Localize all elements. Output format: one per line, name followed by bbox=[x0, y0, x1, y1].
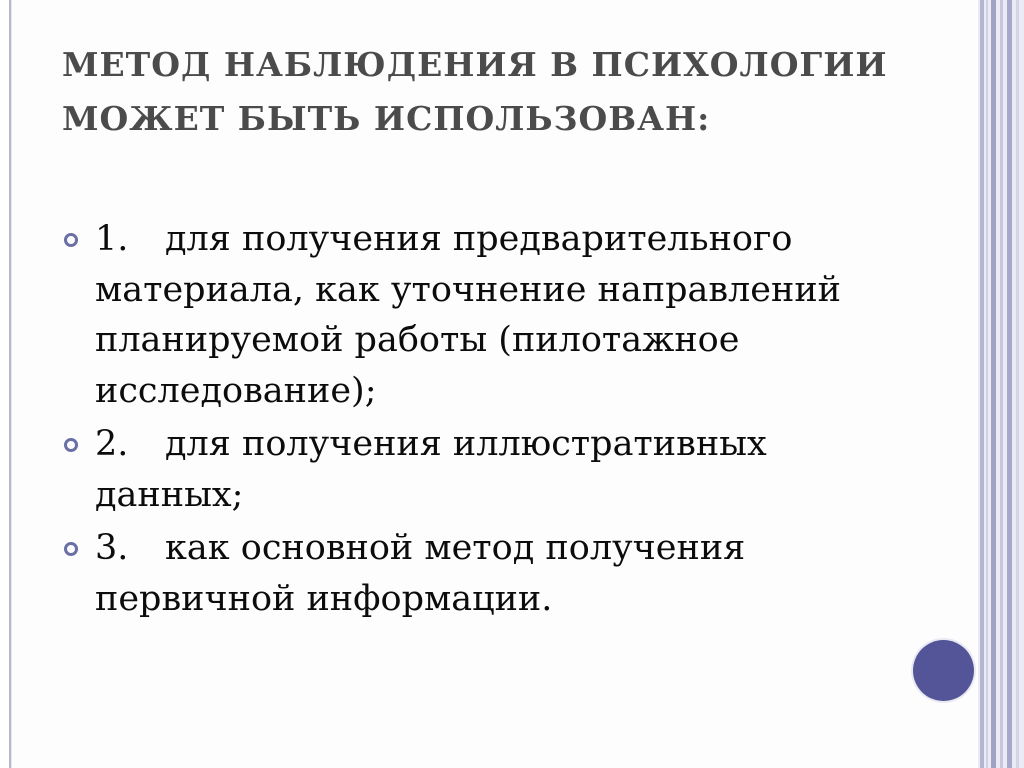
item-text: для получения иллюстративных данных; bbox=[95, 424, 767, 515]
list-item bbox=[62, 523, 902, 624]
content-list bbox=[62, 214, 902, 624]
title-line-2: МОЖЕТ БЫТЬ ИСПОЛЬЗОВАН: bbox=[62, 99, 711, 138]
list-item bbox=[62, 214, 902, 416]
circle-dot-icon bbox=[913, 640, 974, 701]
stripe bbox=[1016, 0, 1019, 768]
title-line-1: МЕТОД НАБЛЮДЕНИЯ В ПСИХОЛОГИИ bbox=[62, 45, 888, 84]
item-number: 3. bbox=[95, 528, 129, 568]
item-text: для получения предварительного материала, как уточнение направлений планируемой работы (пилотажное исследование); bbox=[95, 219, 841, 411]
stripe bbox=[1000, 0, 1003, 768]
stripe bbox=[980, 0, 984, 768]
slide-title bbox=[62, 38, 942, 146]
ring-bullet-icon bbox=[64, 233, 78, 247]
list-item bbox=[62, 419, 902, 520]
stripe bbox=[1007, 0, 1012, 768]
ring-bullet-icon bbox=[64, 542, 78, 556]
item-number: 2. bbox=[95, 424, 129, 464]
item-text: как основной метод получения первичной информации. bbox=[95, 528, 746, 619]
item-number: 1. bbox=[95, 219, 129, 259]
stripe bbox=[991, 0, 996, 768]
stripe bbox=[986, 0, 988, 768]
decorative-stripes bbox=[978, 0, 1024, 768]
ring-bullet-icon bbox=[64, 438, 78, 452]
